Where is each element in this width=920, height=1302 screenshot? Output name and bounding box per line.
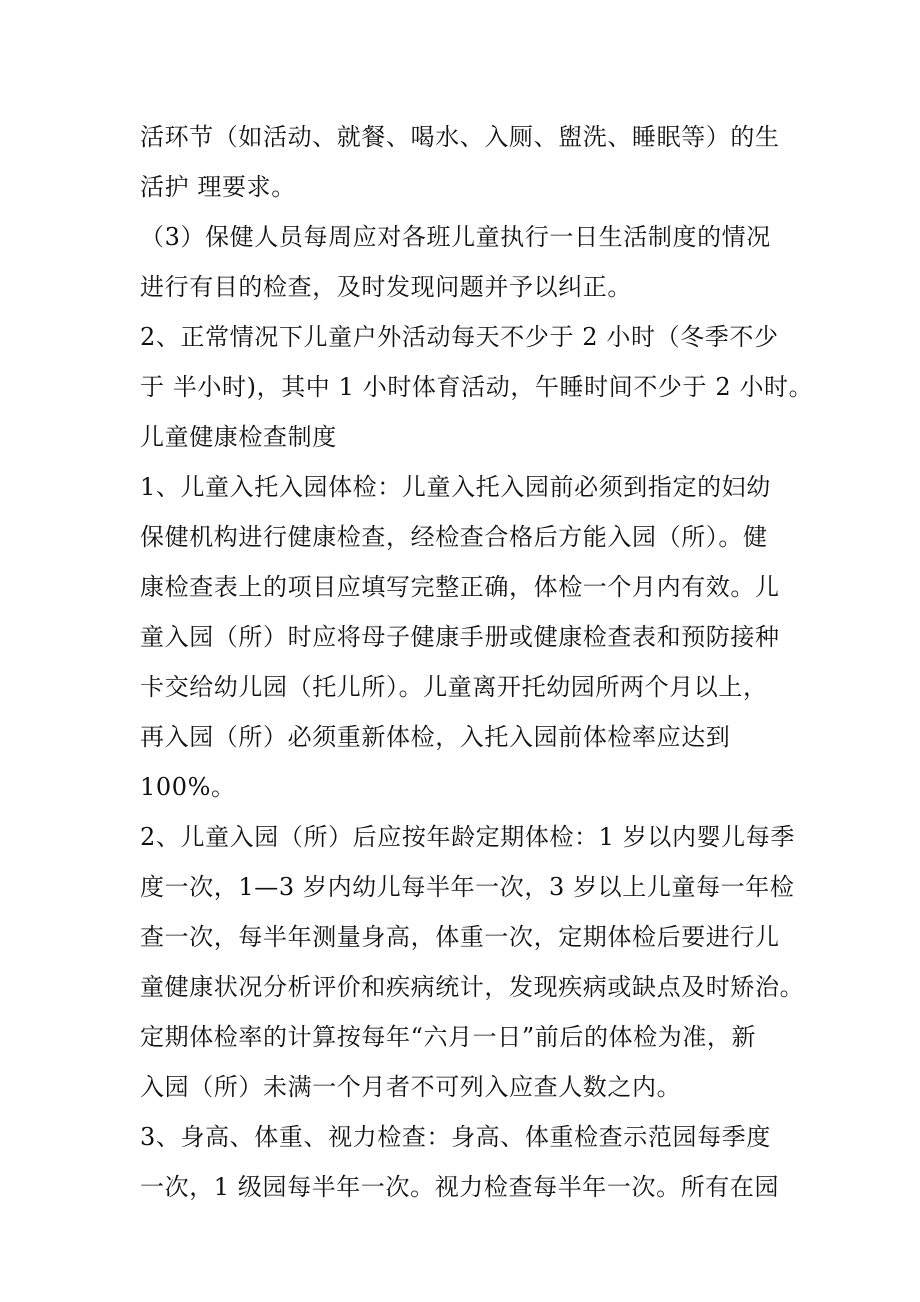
section-heading: 儿童健康检查制度 bbox=[140, 423, 337, 451]
text-line: 2、儿童入园（所）后应按年龄定期体检：1 岁以内婴儿每季 bbox=[140, 823, 795, 851]
text-line: 康检查表上的项目应填写完整正确，体检一个月内有效。儿 bbox=[140, 573, 780, 601]
text-line: 卡交给幼儿园（托儿所）。儿童离开托幼园所两个月以上， bbox=[140, 673, 768, 701]
document-body bbox=[140, 112, 814, 1212]
text-line: 2、正常情况下儿童户外活动每天不少于 2 小时（冬季不少 bbox=[140, 323, 779, 351]
text-line: 1、儿童入托入园体检：儿童入托入园前必须到指定的妇幼 bbox=[140, 473, 771, 501]
text-line: 活护 理要求。 bbox=[140, 173, 296, 201]
text-line: 活环节（如活动、就餐、喝水、入厕、盥洗、睡眠等）的生 bbox=[140, 123, 780, 151]
text-line: 进行有目的检查，及时发现问题并予以纠正。 bbox=[140, 273, 632, 301]
text-line: 查一次，每半年测量身高，体重一次，定期体检后要进行儿 bbox=[140, 923, 780, 951]
text-line: 定期体检率的计算按每年“六月一日”前后的体检为准，新 bbox=[140, 1023, 757, 1051]
text-line: （3）保健人员每周应对各班儿童执行一日生活制度的情况 bbox=[140, 223, 771, 251]
text-line: 再入园（所）必须重新体检，入托入园前体检率应达到 bbox=[140, 723, 731, 751]
text-line: 童入园（所）时应将母子健康手册或健康检查表和预防接种 bbox=[140, 623, 780, 651]
text-line: 100%。 bbox=[140, 773, 236, 801]
text-line: 入园（所）未满一个月者不可列入应查人数之内。 bbox=[140, 1073, 682, 1101]
text-line: 保健机构进行健康检查，经检查合格后方能入园（所）。健 bbox=[140, 523, 768, 551]
text-line: 童健康状况分析评价和疾病统计，发现疾病或缺点及时矫治。 bbox=[140, 973, 805, 1001]
text-line: 一次，1 级园每半年一次。视力检查每半年一次。所有在园 bbox=[140, 1173, 780, 1201]
text-line: 3、身高、体重、视力检查：身高、体重检查示范园每季度 bbox=[140, 1123, 771, 1151]
text-line: 度一次，1—3 岁内幼儿每半年一次，3 岁以上儿童每一年检 bbox=[140, 873, 795, 901]
text-line: 于 半小时)，其中 1 小时体育活动，午睡时间不少于 2 小时。 bbox=[140, 373, 814, 401]
